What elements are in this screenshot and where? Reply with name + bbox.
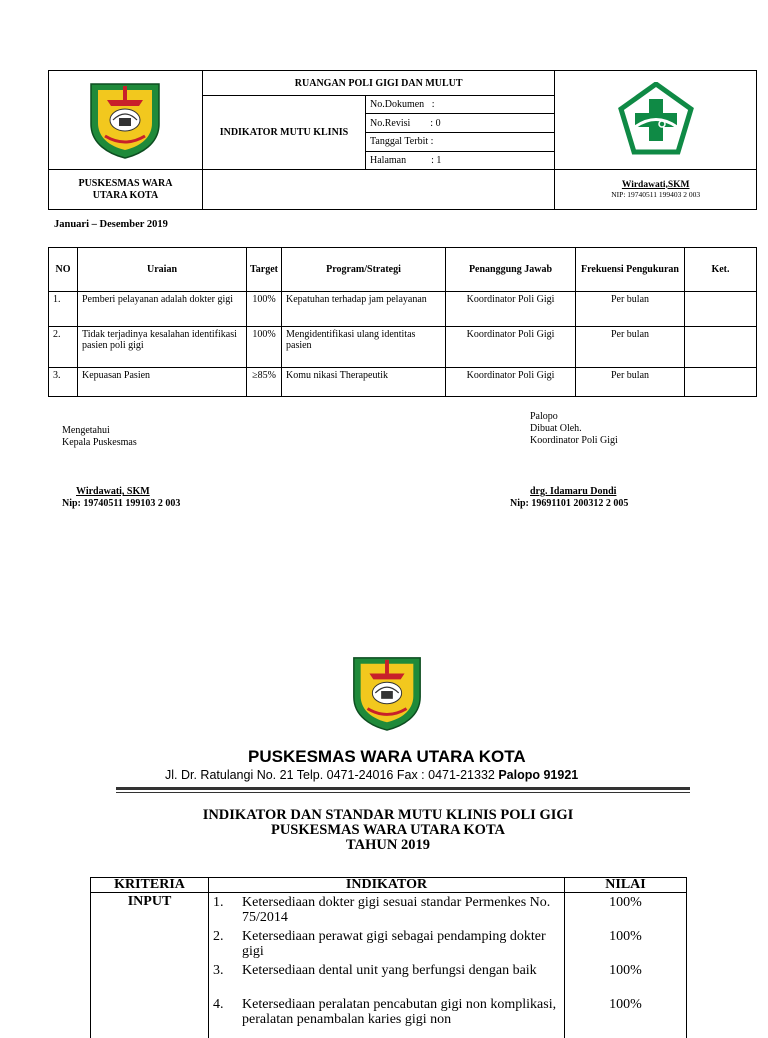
header-signer-nip: NIP: 19740511 199403 2 003 (559, 190, 752, 200)
field-tanggal-terbit: Tanggal Terbit : (366, 132, 554, 151)
col-frekuensi: Frekuensi Pengukuran (576, 248, 685, 292)
list-item: 2. Ketersediaan perawat gigi sebagai pendamping dokter gigi (209, 929, 564, 963)
header-signer (555, 170, 757, 210)
col-ket: Ket. (685, 248, 757, 292)
table-row: 2. Tidak terjadinya kesalahan identifikasi pasien poli gigi 100% Mengidentifikasi ulang identitas pasien Koordinator Poli Gigi Per bulan (49, 327, 757, 368)
regional-emblem-icon (87, 78, 163, 160)
org-name: PUSKESMAS WARA UTARA KOTA (49, 170, 203, 210)
signature-left-name: Wirdawati, SKM (62, 486, 180, 498)
col-program: Program/Strategi (282, 248, 446, 292)
regional-emblem-large-icon (347, 652, 427, 732)
doc-fields (366, 96, 555, 170)
field-no-dokumen: No.Dokumen : (366, 96, 554, 114)
col-nilai: NILAI (565, 878, 687, 893)
signature-right-nip: Nip: 19691101 200312 2 005 (510, 498, 628, 510)
signature-left-block (62, 486, 180, 510)
document-header (48, 70, 757, 210)
emblem-cell (49, 71, 203, 170)
header-empty-cell (202, 170, 554, 210)
criteria-input: INPUT (91, 893, 209, 1038)
room-title: RUANGAN POLI GIGI DAN MULUT (202, 71, 554, 96)
signature-left-nip: Nip: 19740511 199103 2 003 (62, 498, 180, 510)
field-no-revisi: No.Revisi : 0 (366, 114, 554, 133)
value-list: 100% 100% 100% 100% (565, 893, 687, 1038)
col-kriteria: KRITERIA (91, 878, 209, 893)
signature-right-name: drg. Idamaru Dondi (510, 486, 628, 498)
col-pj: Penanggung Jawab (446, 248, 576, 292)
standard-table (90, 877, 687, 1038)
col-target: Target (247, 248, 282, 292)
puskesmas-logo-cell (555, 71, 757, 170)
table-row: 3. Kepuasan Pasien ≥85% Komu nikasi Therapeutik Koordinator Poli Gigi Per bulan (49, 368, 757, 397)
col-uraian: Uraian (78, 248, 247, 292)
period-label: Januari – Desember 2019 (54, 219, 168, 230)
header-signer-name: Wirdawati,SKM (559, 180, 752, 190)
letterhead-rule (116, 787, 690, 793)
signature-right: Palopo Dibuat Oleh. Koordinator Poli Gigi (530, 411, 618, 447)
indicator-table (48, 247, 757, 397)
page2-address: Jl. Dr. Ratulangi No. 21 Telp. 0471-24016 Fax : 0471-21332 Palopo 91921 (165, 768, 578, 782)
signature-right-block (510, 486, 628, 510)
puskesmas-logo-icon (617, 82, 695, 156)
table-row: 1. Pemberi pelayanan adalah dokter gigi 100% Kepatuhan terhadap jam pelayanan Koordinator Poli Gigi Per bulan (49, 292, 757, 327)
page2-title: INDIKATOR DAN STANDAR MUTU KLINIS POLI GIGI PUSKESMAS WARA UTARA KOTA TAHUN 2019 (90, 808, 686, 853)
list-item: 4. Ketersediaan peralatan pencabutan gigi non komplikasi, peralatan penambalan karies gigi non (209, 997, 564, 1037)
col-no: NO (49, 248, 78, 292)
field-halaman: Halaman : 1 (366, 151, 554, 169)
page2-org-name: PUSKESMAS WARA UTARA KOTA (248, 747, 526, 767)
col-indikator: INDIKATOR (209, 878, 565, 893)
doc-title: INDIKATOR MUTU KLINIS (202, 96, 365, 170)
list-item: 3. Ketersediaan dental unit yang berfungsi dengan baik (209, 963, 564, 997)
list-item: 1. Ketersediaan dokter gigi sesuai standar Permenkes No. 75/2014 (209, 895, 564, 929)
signature-left: Mengetahui Kepala Puskesmas (62, 425, 137, 449)
indicator-list (209, 893, 565, 1038)
